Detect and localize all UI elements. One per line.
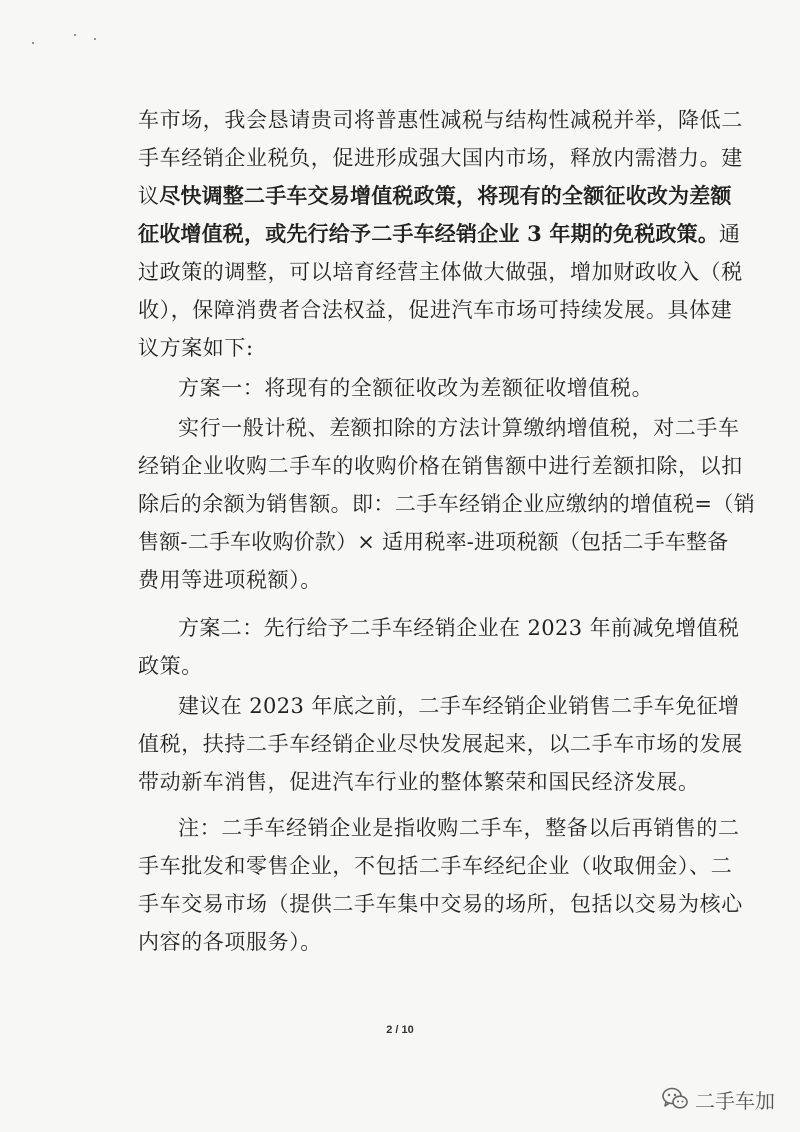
bold-text: 征收增值税，或先行给予二手车经销企业 3 年期的免税政策。 xyxy=(138,221,720,246)
text-line xyxy=(138,182,800,210)
text-segment: 议方案如下: xyxy=(138,336,254,360)
page-number: 2 / 10 xyxy=(386,1024,414,1036)
text-line xyxy=(138,452,800,480)
text-segment: 除后的余额为销售额。即：二手车经销企业应缴纳的增值税=（销 xyxy=(138,492,756,516)
text-segment: 手车交易市场（提供二手车集中交易的场所，包括以交易为核心 xyxy=(138,892,743,916)
text-segment: 费用等进项税额）。 xyxy=(138,568,322,592)
text-segment: 实行一般计税、差额扣除的方法计算缴纳增值税，对二手车 xyxy=(178,416,740,440)
text-line xyxy=(178,374,800,402)
text-line xyxy=(138,730,800,758)
text-line xyxy=(138,852,800,880)
text-line xyxy=(138,106,800,134)
text-segment: 议 xyxy=(138,184,160,208)
text-segment: 内容的各项服务）。 xyxy=(138,930,322,954)
text-segment: 手车经销企业税负，促进形成强大国内市场，释放内需潜力。建 xyxy=(138,146,743,170)
text-line xyxy=(138,490,800,518)
text-segment: 政策。 xyxy=(138,654,203,678)
text-line xyxy=(138,652,800,680)
text-segment: 售额-二手车收购价款）× 适用税率-进项税额（包括二手车整备 xyxy=(138,530,729,554)
wechat-icon xyxy=(661,1086,689,1112)
text-line xyxy=(138,258,800,286)
text-segment: 带动新车消售，促进汽车行业的整体繁荣和国民经济发展。 xyxy=(138,770,700,794)
text-segment: 车市场，我会恳请贵司将普惠性减税与结构性减税并举，降低二 xyxy=(138,108,743,132)
watermark xyxy=(661,1084,775,1114)
text-line xyxy=(138,890,800,918)
text-line xyxy=(138,220,800,248)
text-line xyxy=(178,614,800,642)
text-segment: 手车批发和零售企业，不包括二手车经纪企业（收取佣金）、二 xyxy=(138,854,733,878)
text-line xyxy=(178,414,800,442)
text-segment: 过政策的调整，可以培育经营主体做大做强，增加财政收入（税 xyxy=(138,260,743,284)
text-segment: 收），保障消费者合法权益，促进汽车市场可持续发展。具体建 xyxy=(138,298,733,322)
text-line xyxy=(138,296,800,324)
watermark-text: 二手车加 xyxy=(695,1088,775,1113)
text-line xyxy=(178,692,800,720)
text-segment: 通 xyxy=(719,222,741,246)
text-segment: 经销企业收购二手车的收购价格在销售额中进行差额扣除，以扣 xyxy=(138,454,743,478)
text-segment: 建议在 2023 年底之前，二手车经销企业销售二手车免征增 xyxy=(178,694,740,718)
text-segment: 注：二手车经销企业是指收购二手车，整备以后再销售的二 xyxy=(178,816,740,840)
bold-text: 尽快调整二手车交易增值税政策，将现有的全额征收改为差额 xyxy=(159,183,732,208)
scan-specks xyxy=(30,28,110,48)
text-line xyxy=(138,334,800,362)
text-line xyxy=(138,528,800,556)
text-segment: 方案二：先行给予二手车经销企业在 2023 年前减免增值税 xyxy=(178,616,740,640)
text-line xyxy=(178,814,800,842)
text-line xyxy=(138,768,800,796)
text-segment: 方案一：将现有的全额征收改为差额征收增值税。 xyxy=(178,376,654,400)
text-line xyxy=(138,566,800,594)
text-line xyxy=(138,928,800,956)
text-line xyxy=(138,144,800,172)
text-segment: 值税，扶持二手车经销企业尽快发展起来，以二手车市场的发展 xyxy=(138,732,743,756)
